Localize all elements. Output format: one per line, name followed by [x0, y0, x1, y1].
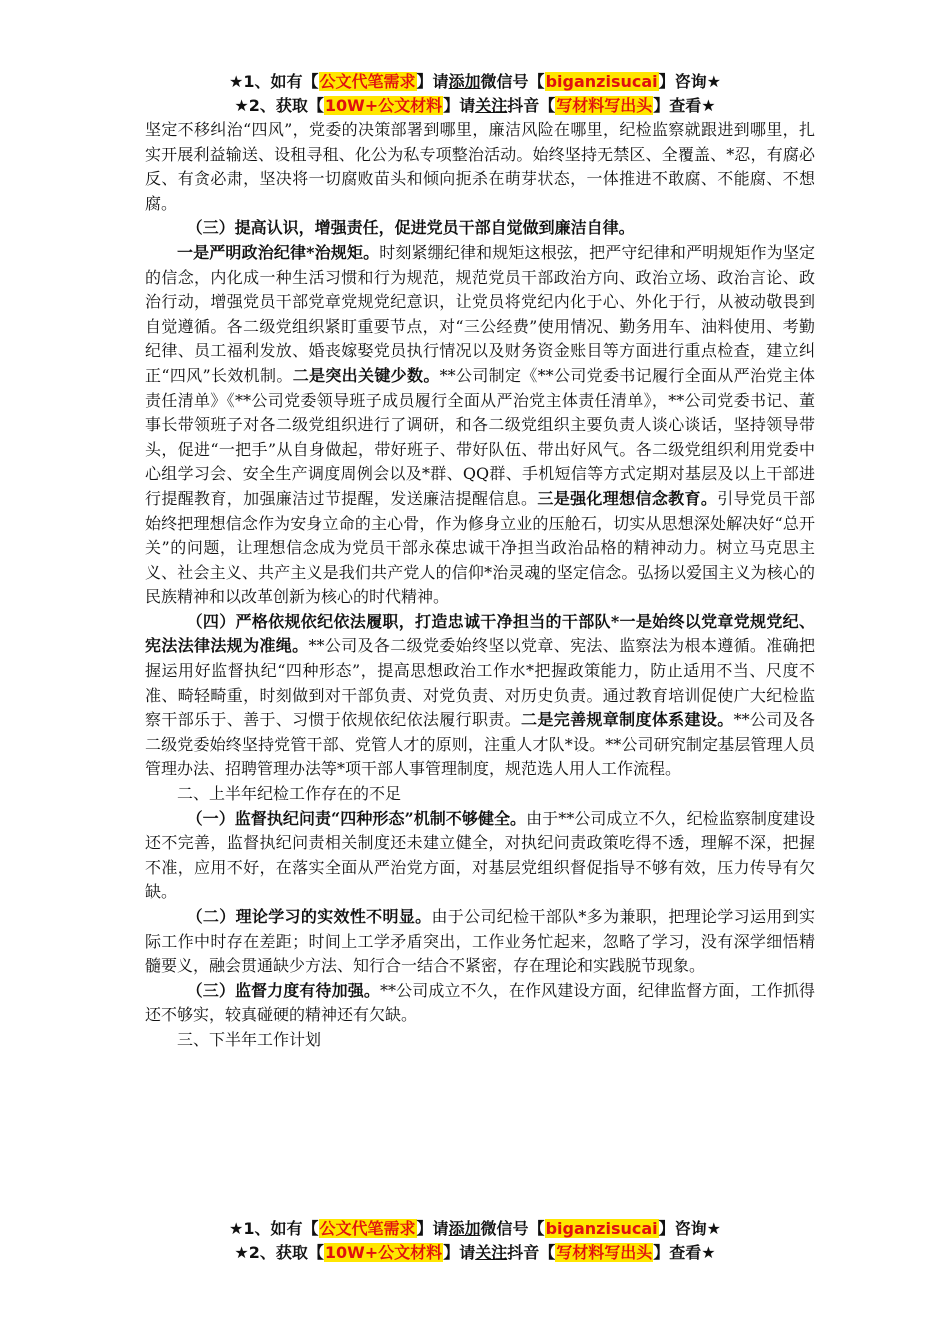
paragraph: （四）严格依规依纪依法履职，打造忠诚干净担当的干部队*一是始终以党章党规党纪、宪法法律法规为准绳。**公司及各二级党委始终坚以党章、宪法、监察法为根本遵循。准确把握运用好监督执纪“四种形态”，提高思想政治工作水*把握政策能力，防止适用不当、尺度不准、畸轻畸重，时刻做到对干部负责、对党负责、对历史负责。通过教育培训促使广大纪检监察干部乐于、善于、习惯于依规依纪依法履行职责。二是完善规章制度体系建设。**公司及各二级党委始终坚持党管干部、党管人才的原则，注重人才队*设。**公司研究制定基层管理人员管理办法、招聘管理办法等*项干部人事管理制度，规范选人用人工作流程。	[145, 611, 815, 779]
section-heading: 二、上半年纪检工作存在的不足	[177, 784, 402, 804]
banner-text: 】请	[443, 1243, 476, 1262]
banner-highlight: 公文代笔需求	[319, 1219, 416, 1238]
banner-highlight: 公文代笔需求	[319, 72, 416, 91]
banner-highlight: biganzisucai	[545, 1219, 658, 1238]
banner-highlight: 10W+公文材料	[324, 96, 443, 115]
banner-text: 】请	[416, 1219, 449, 1238]
footer-banner-line-2	[0, 1242, 950, 1264]
banner-text: 微信号【	[480, 1219, 545, 1238]
paragraph: （三）监督力度有待加强。**公司成立不久，在作风建设方面，纪律监督方面，工作抓得还不够实，较真碰硬的精神还有欠缺。	[145, 980, 815, 1025]
section-heading: （三）提高认识，增强责任，促进党员干部自觉做到廉洁自律。	[186, 218, 635, 238]
banner-underline: 关注	[475, 1243, 508, 1262]
paragraph: 坚定不移纠治“四风”，党委的决策部署到哪里，廉洁风险在哪里，纪检监察就跟进到哪里，扎实开展利益输送、设租寻租、化公为私专项整治活动。始终坚持无禁区、全覆盖、*忍，有腐必反、有贪必肃，坚决将一切腐败苗头和倾向扼杀在萌芽状态，一体推进不敢腐、不能腐、不想腐。	[145, 120, 815, 213]
banner-highlight: biganzisucai	[545, 72, 658, 91]
paragraph: （二）理论学习的实效性不明显。由于公司纪检干部队*多为兼职，把理论学习运用到实际工作中时存在差距；时间上工学矛盾突出，工作业务忙起来，忽略了学习，没有深学细悟精髓要义，融会贯通缺少方法、知行合一结合不紧密，存在理论和实践脱节现象。	[145, 907, 815, 976]
banner-underline: 关注	[475, 96, 508, 115]
banner-text: ★2、获取【	[234, 96, 324, 115]
section-heading: 三、下半年工作计划	[177, 1029, 322, 1049]
banner-text: 】咨询★	[658, 1219, 721, 1238]
banner-text: 】查看★	[653, 96, 716, 115]
paragraph: 一是严明政治纪律*治规矩。时刻紧绷纪律和规矩这根弦，把严守纪律和严明规矩作为坚定的信念，内化成一种生活习惯和行为规范，规范党员干部政治方向、政治立场、政治言论、政治行动，增强党员干部党章党规党纪意识，让党员将党纪内化于心、外化于行，从被动敬畏到自觉遵循。各二级党组织紧盯重要节点，对“三公经费”使用情况、勤务用车、油料使用、考勤纪律、员工福利发放、婚丧嫁娶党员执行情况以及财务资金账目等方面进行重点检查，建立纠正“四风”长效机制。二是突出关键少数。**公司制定《**公司党委书记履行全面从严治党主体责任清单》《**公司党委领导班子成员履行全面从严治党主体责任清单》，**公司党委书记、董事长带领班子对各二级党组织进行了调研，和各二级党组织主要负责人谈心谈话，坚持领导带头，促进“一把手”从自身做起，带好班子、带好队伍、带出好风气。各二级党组织利用党委中心组学习会、安全生产调度周例会以及*群、QQ群、手机短信等方式定期对基层及以上干部进行提醒教育，加强廉洁过节提醒，发送廉洁提醒信息。三是强化理想信念教育。引导党员干部始终把理想信念作为安身立命的主心骨，作为修身立业的压舱石，切实从思想深处解决好“总开关”的问题，让理想信念成为党员干部永葆忠诚干净担当政治品格的精神动力。树立马克思主义、社会主义、共产主义是我们共产党人的信仰*治灵魂的坚定信念。弘扬以爱国主义为核心的民族精神和以改革创新为核心的时代精神。	[145, 242, 815, 607]
document-body	[145, 118, 815, 1053]
banner-highlight: 写材料写出头	[556, 1243, 653, 1262]
banner-text: 】请	[443, 96, 476, 115]
banner-text: 抖音【	[507, 1243, 556, 1262]
banner-text: ★2、获取【	[234, 1243, 324, 1262]
header-banner-line-1	[0, 71, 950, 93]
banner-text: 】查看★	[653, 1243, 716, 1262]
footer-banner-line-1	[0, 1218, 950, 1240]
banner-highlight: 写材料写出头	[556, 96, 653, 115]
banner-text: ★1、如有【	[229, 1219, 319, 1238]
banner-highlight: 10W+公文材料	[324, 1243, 443, 1262]
banner-underline: 添加	[448, 1219, 481, 1238]
banner-text: 微信号【	[480, 72, 545, 91]
banner-text: 抖音【	[507, 96, 556, 115]
banner-underline: 添加	[448, 72, 481, 91]
paragraph: （一）监督执纪问责“四种形态”机制不够健全。由于**公司成立不久，纪检监察制度建设还不完善，监督执纪问责相关制度还未建立健全，对执纪问责政策吃得不透，理解不深，把握不准，应用不好，在落实全面从严治党方面，对基层党组织督促指导不够有效，压力传导有欠缺。	[145, 808, 815, 902]
banner-text: 】咨询★	[658, 72, 721, 91]
banner-text: ★1、如有【	[229, 72, 319, 91]
banner-text: 】请	[416, 72, 449, 91]
header-banner-line-2	[0, 95, 950, 117]
